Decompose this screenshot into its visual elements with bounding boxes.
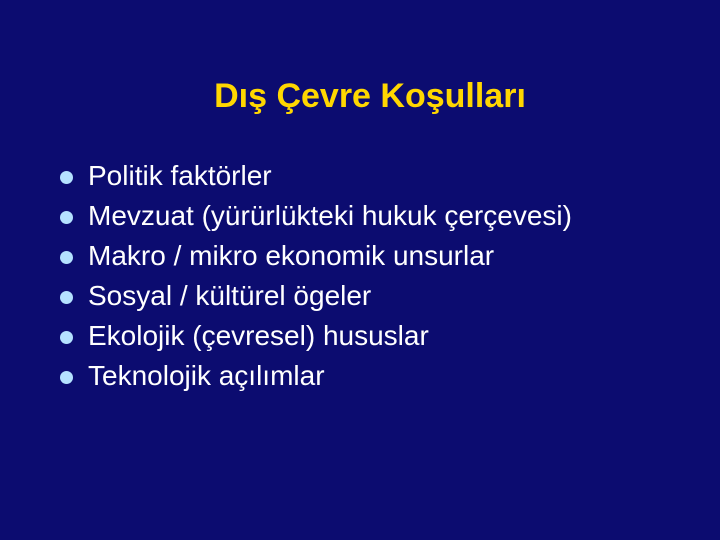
bullet-item-sosyal (60, 280, 648, 311)
bullet-dot-icon (60, 371, 73, 384)
bullet-text: Mevzuat (yürürlükteki hukuk çerçevesi) (88, 200, 572, 231)
bullet-list (60, 160, 700, 400)
bullet-item-ekolojik (60, 320, 648, 351)
bullet-dot-icon (60, 331, 73, 344)
bullet-item-politik (60, 160, 648, 191)
bullet-dot-icon (60, 291, 73, 304)
bullet-item-ekonomik (60, 240, 648, 271)
bullet-text: Sosyal / kültürel ögeler (88, 280, 372, 311)
bullet-item-teknolojik (60, 360, 648, 391)
bullet-dot-icon (60, 251, 73, 264)
bullet-text: Politik faktörler (88, 160, 272, 191)
bullet-text: Teknolojik açılımlar (88, 360, 325, 391)
bullet-dot-icon (60, 211, 73, 224)
bullet-text: Makro / mikro ekonomik unsurlar (88, 240, 495, 271)
slide-title: Dış Çevre Koşulları (214, 77, 526, 115)
bullet-item-mevzuat (60, 200, 648, 231)
bullet-text: Ekolojik (çevresel) hususlar (88, 320, 429, 351)
bullet-dot-icon (60, 171, 73, 184)
